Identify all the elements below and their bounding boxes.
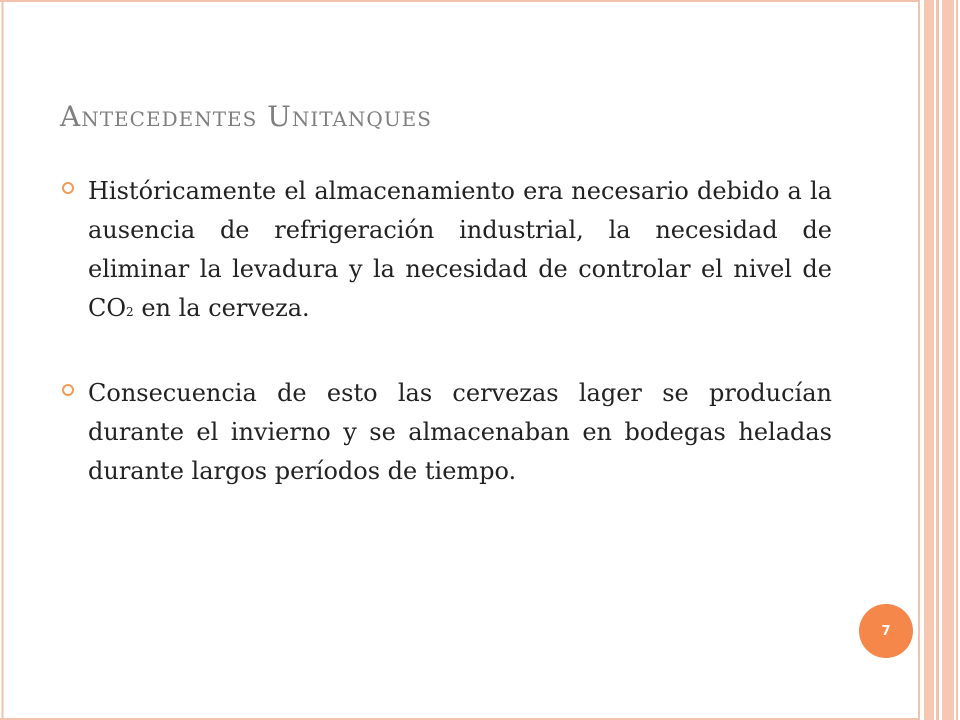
bullet-item: [62, 374, 832, 491]
right-stripe-5: [956, 0, 958, 720]
page-number-badge: 7: [859, 604, 913, 658]
bullet-circle-icon: [62, 182, 74, 194]
bullet-text: Consecuencia de esto las cervezas lager se producían durante el invierno y se almacenaban en bodegas heladas durante largos períodos de tiempo.: [88, 379, 832, 485]
co2-subscript: 2: [126, 305, 134, 319]
right-stripe-4: [942, 0, 954, 720]
bullet-text-part: Históricamente el almacenamiento era necesario debido a la ausencia de refrigeración industrial, la necesidad de eliminar la levadura y la necesidad de controlar el nivel de CO: [88, 177, 832, 322]
bullet-text: [88, 172, 832, 332]
bullet-item: [62, 172, 832, 332]
bullet-text-part: en la cerveza.: [133, 294, 310, 322]
bullet-list: [62, 172, 832, 533]
slide-title: Antecedentes Unitanques: [60, 100, 432, 133]
bullet-circle-icon: [62, 384, 74, 396]
right-stripe-2: [924, 0, 934, 720]
right-stripe-3: [936, 0, 939, 720]
right-stripe-1: [918, 0, 920, 720]
